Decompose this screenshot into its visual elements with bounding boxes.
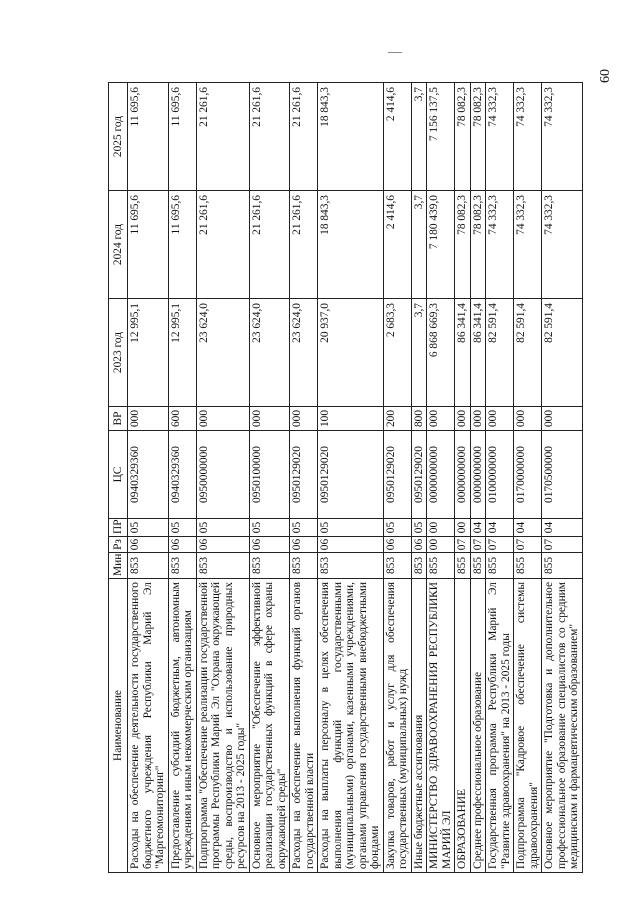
table-row (249, 83, 290, 873)
table-cell-vr: 100 (318, 407, 384, 431)
table-cell-2024: 11 695,6 (128, 191, 169, 299)
table-cell-cs: 0000000000 (455, 431, 471, 519)
table-cell-2025: 11 695,6 (168, 83, 196, 191)
table-cell-2024: 18 843,3 (318, 191, 384, 299)
header-2024: 2024 год (109, 191, 128, 299)
table-cell-2023: 12 995,1 (168, 299, 196, 407)
table-cell-2025: 7 156 137,5 (427, 83, 455, 191)
table-cell-vr: 800 (411, 407, 427, 431)
table-cell-min: 853 (168, 553, 196, 579)
table-cell-pr: 00 (455, 519, 471, 537)
table-cell-rz: 06 (196, 537, 249, 553)
table-cell-pr: 05 (196, 519, 249, 537)
table-cell-2025: 18 843,3 (318, 83, 384, 191)
table-cell-pr: 05 (318, 519, 384, 537)
table-cell-2024: 74 332,3 (514, 191, 542, 299)
table-cell-2024: 74 332,3 (542, 191, 583, 299)
table-cell-2024: 11 695,6 (168, 191, 196, 299)
table-cell-name: ОБРАЗОВАНИЕ (455, 579, 471, 873)
table-cell-rz: 06 (290, 537, 318, 553)
table-cell-rz: 07 (486, 537, 514, 553)
table-row (470, 83, 486, 873)
table-row (486, 83, 514, 873)
table-cell-rz: 06 (383, 537, 411, 553)
header-min: Мин (109, 553, 128, 579)
table-cell-vr: 600 (168, 407, 196, 431)
table-cell-min: 855 (514, 553, 542, 579)
table-cell-2023: 12 995,1 (128, 299, 169, 407)
table-cell-2023: 23 624,0 (196, 299, 249, 407)
table-cell-2023: 20 937,0 (318, 299, 384, 407)
table-cell-2025: 2 414,6 (383, 83, 411, 191)
table-cell-2024: 21 261,6 (196, 191, 249, 299)
table-cell-pr: 04 (514, 519, 542, 537)
table-cell-cs: 0940329360 (168, 431, 196, 519)
table-cell-vr: 200 (383, 407, 411, 431)
table-cell-pr: 05 (168, 519, 196, 537)
table-cell-rz: 06 (411, 537, 427, 553)
table-cell-cs: 0950129020 (290, 431, 318, 519)
table-cell-cs: 0000000000 (427, 431, 455, 519)
table-cell-pr: 04 (542, 519, 583, 537)
header-name: Наименование (109, 579, 128, 873)
header-row (109, 83, 128, 873)
table-row (196, 83, 249, 873)
table-cell-vr: 000 (249, 407, 290, 431)
table-cell-rz: 06 (128, 537, 169, 553)
table-cell-min: 855 (470, 553, 486, 579)
table-cell-2023: 3,7 (411, 299, 427, 407)
table-cell-pr: 05 (290, 519, 318, 537)
table-row (542, 83, 583, 873)
header-2025: 2025 год (109, 83, 128, 191)
table-cell-cs: 0940329360 (128, 431, 169, 519)
table-cell-rz: 07 (455, 537, 471, 553)
table-cell-2023: 23 624,0 (290, 299, 318, 407)
table-cell-2024: 21 261,6 (249, 191, 290, 299)
table-cell-name: Основное мероприятие "Обеспечение эффективной реализации государственных функций в сфере охраны окружающей среды" (249, 579, 290, 873)
table-cell-name: Среднее профессиональное образование (470, 579, 486, 873)
header-rz: Рз (109, 537, 128, 553)
table-cell-min: 855 (542, 553, 583, 579)
table-cell-vr: 000 (470, 407, 486, 431)
table-cell-name: Расходы на обеспечение выполнения функций органов государственной власти (290, 579, 318, 873)
table-cell-cs: 0950129020 (411, 431, 427, 519)
table-cell-min: 853 (128, 553, 169, 579)
table-cell-rz: 06 (168, 537, 196, 553)
table-cell-min: 855 (427, 553, 455, 579)
table-row (318, 83, 384, 873)
table-cell-2023: 23 624,0 (249, 299, 290, 407)
table-cell-vr: 000 (427, 407, 455, 431)
table-cell-vr: 000 (514, 407, 542, 431)
table-cell-2025: 21 261,6 (196, 83, 249, 191)
table-row (427, 83, 455, 873)
table-cell-cs: 0950100000 (249, 431, 290, 519)
table-cell-cs: 0950000000 (196, 431, 249, 519)
table-cell-min: 853 (249, 553, 290, 579)
table-cell-2024: 7 180 439,0 (427, 191, 455, 299)
budget-table-container (108, 83, 580, 873)
table-row (411, 83, 427, 873)
table-cell-2023: 86 341,4 (470, 299, 486, 407)
table-cell-name: Основное мероприятие "Подготовка и дополнительное профессиональное образование специалистов со средним медицинским и фармацевтическим образованием" (542, 579, 583, 873)
table-cell-vr: 000 (455, 407, 471, 431)
table-cell-rz: 00 (427, 537, 455, 553)
table-row (514, 83, 542, 873)
table-cell-min: 853 (411, 553, 427, 579)
table-cell-min: 853 (196, 553, 249, 579)
table-cell-pr: 04 (486, 519, 514, 537)
table-cell-min: 853 (383, 553, 411, 579)
table-cell-min: 855 (486, 553, 514, 579)
table-cell-name: Подпрограмма "Обеспечение реализации государственной программы Республики Марий Эл "Охрана окружающей среды, воспроизводство и использование природных ресурсов на 2013 - 2025 годы" (196, 579, 249, 873)
header-pr: ПР (109, 519, 128, 537)
table-row (128, 83, 169, 873)
table-cell-name: Подпрограмма "Кадровое обеспечение системы здравоохранения" (514, 579, 542, 873)
header-vr: ВР (109, 407, 128, 431)
table-cell-pr: 05 (383, 519, 411, 537)
table-cell-vr: 000 (290, 407, 318, 431)
table-row (290, 83, 318, 873)
table-cell-2023: 82 591,4 (542, 299, 583, 407)
budget-table (108, 82, 583, 873)
table-cell-2025: 78 082,3 (470, 83, 486, 191)
table-cell-cs: 0170000000 (514, 431, 542, 519)
table-cell-2025: 21 261,6 (290, 83, 318, 191)
table-cell-rz: 07 (514, 537, 542, 553)
table-cell-2024: 3,7 (411, 191, 427, 299)
table-cell-2024: 78 082,3 (470, 191, 486, 299)
table-cell-2025: 74 332,3 (542, 83, 583, 191)
table-cell-pr: 05 (249, 519, 290, 537)
table-cell-2025: 21 261,6 (249, 83, 290, 191)
table-cell-2023: 6 868 669,3 (427, 299, 455, 407)
table-cell-2025: 3,7 (411, 83, 427, 191)
table-cell-cs: 0100000000 (486, 431, 514, 519)
table-cell-rz: 07 (542, 537, 583, 553)
table-cell-min: 855 (455, 553, 471, 579)
table-cell-cs: 0950129020 (383, 431, 411, 519)
table-cell-rz: 07 (470, 537, 486, 553)
table-cell-2024: 21 261,6 (290, 191, 318, 299)
table-cell-cs: 0950129020 (318, 431, 384, 519)
table-cell-2023: 86 341,4 (455, 299, 471, 407)
table-cell-name: Расходы на обеспечение деятельности государственного бюджетного учреждения Республики Марий Эл "Маргеомониторинг" (128, 579, 169, 873)
table-cell-2023: 2 683,3 (383, 299, 411, 407)
table-cell-2023: 82 591,4 (514, 299, 542, 407)
table-cell-min: 853 (318, 553, 384, 579)
table-cell-pr: 05 (411, 519, 427, 537)
table-cell-2025: 11 695,6 (128, 83, 169, 191)
table-cell-pr: 04 (470, 519, 486, 537)
table-cell-2025: 74 332,3 (514, 83, 542, 191)
table-cell-2024: 2 414,6 (383, 191, 411, 299)
table-cell-pr: 00 (427, 519, 455, 537)
table-cell-vr: 000 (128, 407, 169, 431)
header-cs: ЦС (109, 431, 128, 519)
scan-mark (388, 52, 402, 53)
table-cell-2024: 78 082,3 (455, 191, 471, 299)
table-cell-2023: 82 591,4 (486, 299, 514, 407)
page-number: 60 (598, 69, 613, 83)
table-cell-name: Иные бюджетные ассигнования (411, 579, 427, 873)
table-cell-2025: 74 332,3 (486, 83, 514, 191)
table-cell-name: МИНИСТЕРСТВО ЗДРАВООХРАНЕНИЯ РЕСПУБЛИКИ МАРИЙ ЭЛ (427, 579, 455, 873)
table-row (455, 83, 471, 873)
table-cell-cs: 0000000000 (470, 431, 486, 519)
table-row (383, 83, 411, 873)
table-cell-name: Предоставление субсидий бюджетным, автономным учреждениям и иным некоммерческим организациям (168, 579, 196, 873)
table-row (168, 83, 196, 873)
table-cell-name: Закупка товаров, работ и услуг для обеспечения государственных (муниципальных) нужд (383, 579, 411, 873)
table-cell-rz: 06 (249, 537, 290, 553)
table-cell-name: Государственная программа Республики Марий Эл "Развитие здравоохранения" на 2013 - 2025 годы (486, 579, 514, 873)
table-cell-2025: 78 082,3 (455, 83, 471, 191)
header-2023: 2023 год (109, 299, 128, 407)
table-cell-rz: 06 (318, 537, 384, 553)
table-cell-name: Расходы на выплаты персоналу в целях обеспечения выполнения функций государственными (муниципальными) органами, казенными учреждениями, органами управления государственными внебюджетными фондами (318, 579, 384, 873)
table-cell-vr: 000 (486, 407, 514, 431)
table-cell-vr: 000 (196, 407, 249, 431)
table-cell-vr: 000 (542, 407, 583, 431)
table-cell-min: 853 (290, 553, 318, 579)
table-cell-2024: 74 332,3 (486, 191, 514, 299)
table-cell-cs: 0170500000 (542, 431, 583, 519)
table-cell-pr: 05 (128, 519, 169, 537)
